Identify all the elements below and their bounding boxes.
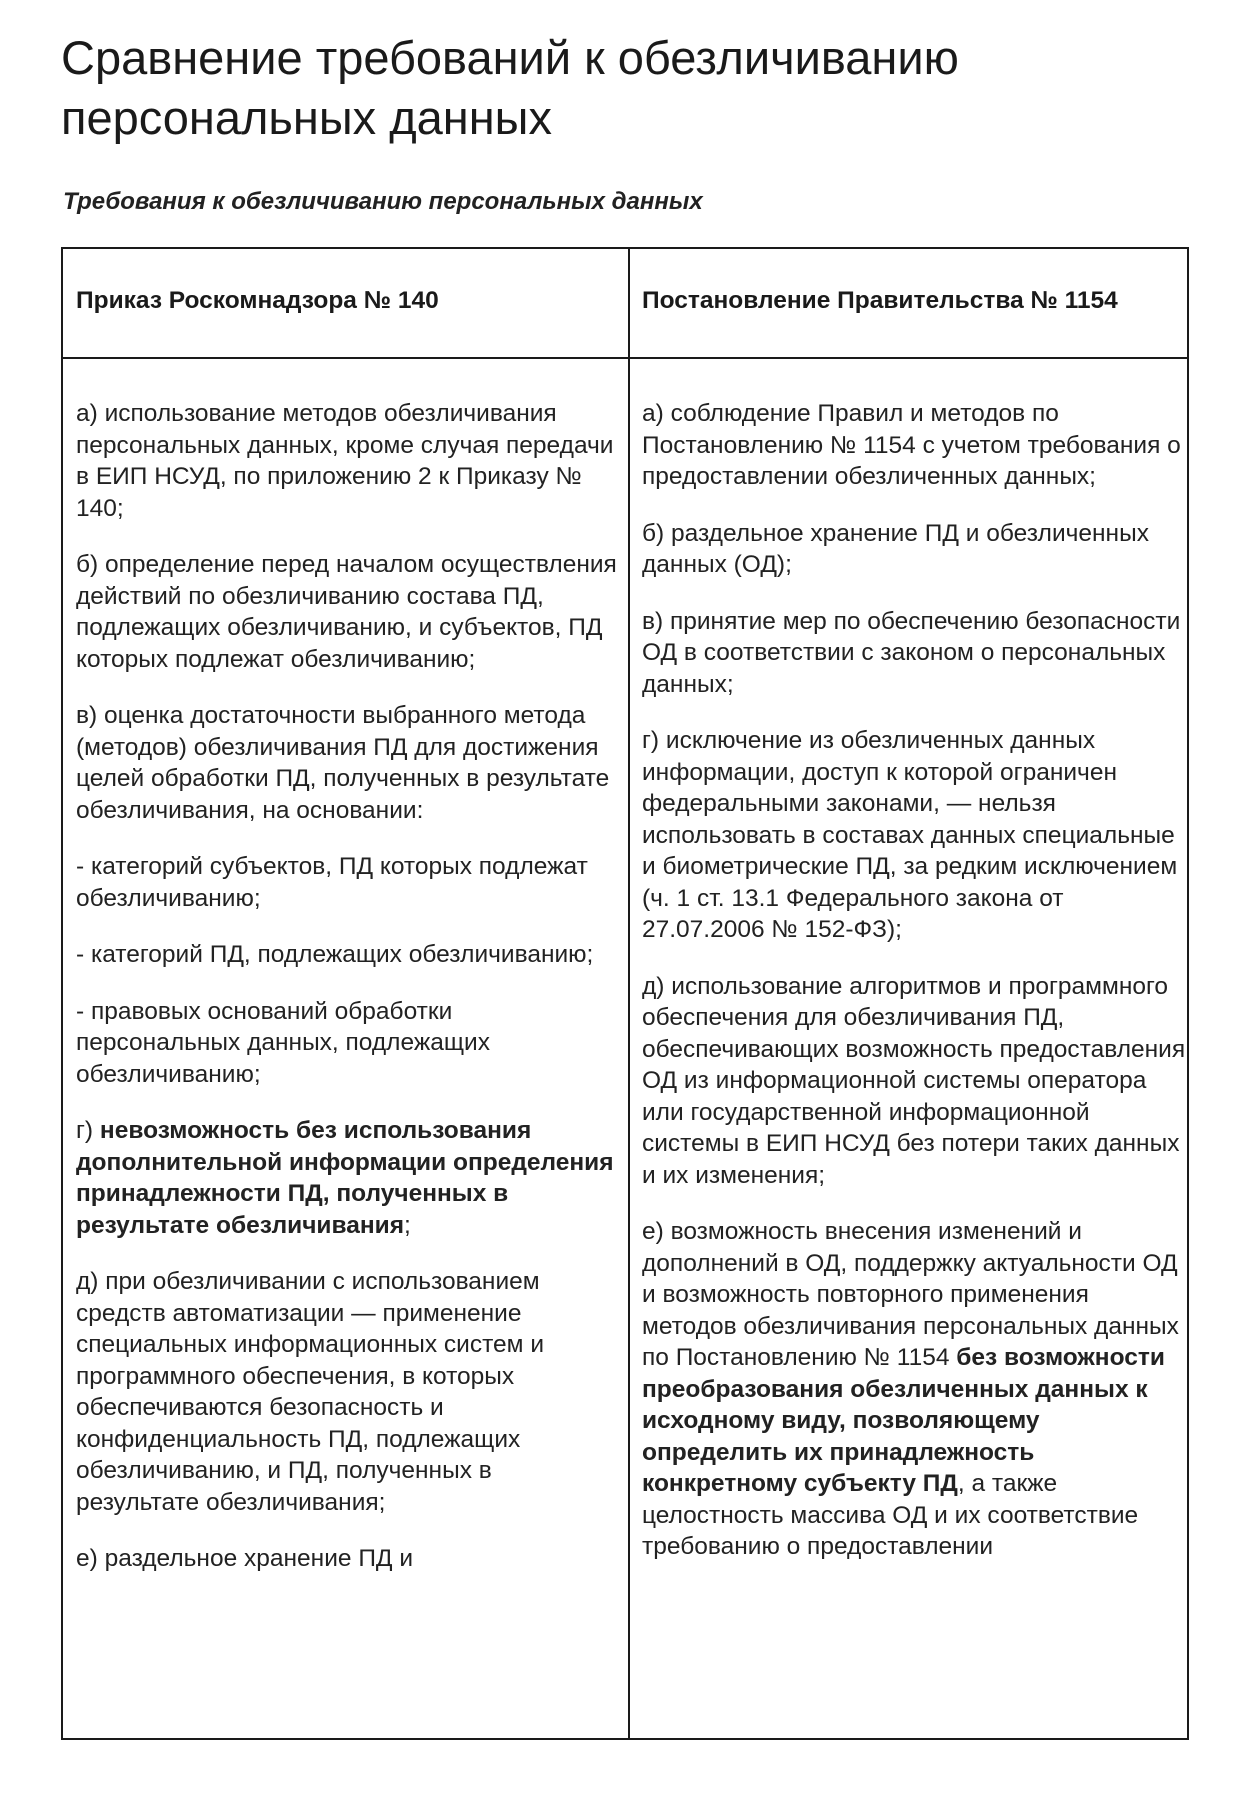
requirement-emphasis: без возможности преобразования обезличенных данных к исходному виду, позволяющему определить их принадлежность конкретному субъекту ПД — [642, 1344, 1165, 1497]
requirement-item — [76, 996, 621, 1091]
requirement-emphasis: невозможность без использования дополнительной информации определения принадлежности ПД, полученных в результате обезличивания — [76, 1117, 614, 1239]
requirement-item — [642, 725, 1187, 946]
requirement-item — [642, 398, 1187, 493]
requirement-item — [76, 1266, 621, 1518]
header-government-1154: Постановление Правительства № 1154 — [642, 287, 1118, 314]
requirement-text: а) соблюдение Правил и методов по Постановлению № 1154 с учетом требования о предоставлении обезличенных данных; — [642, 400, 1181, 490]
requirement-prefix: г) — [76, 1117, 100, 1144]
requirement-item — [76, 939, 621, 971]
requirement-item — [76, 851, 621, 914]
requirement-item — [642, 518, 1187, 581]
header-roskomnadzor-140: Приказ Роскомнадзора № 140 — [76, 287, 439, 314]
requirement-text: г) исключение из обезличенных данных информации, доступ к которой ограничен федеральными законами, — нельзя использовать в составах данных специальные и биометрические ПД, за редким исключением (ч. 1 ст. 13.1 Федерального закона от 27.07.2006 № 152-ФЗ); — [642, 727, 1178, 943]
requirement-suffix: ; — [404, 1211, 411, 1239]
column-government-1154 — [642, 398, 1187, 1588]
requirement-item — [76, 549, 621, 675]
comparison-table — [61, 247, 1189, 1740]
requirement-text: е) раздельное хранение ПД и — [76, 1545, 414, 1572]
header-divider — [63, 357, 1187, 359]
requirement-item — [76, 1543, 621, 1575]
requirement-item — [76, 1115, 621, 1241]
requirement-text: д) использование алгоритмов и программного обеспечения для обезличивания ПД, обеспечивающих возможность предоставления ОД из информационной системы оператора или государственной информационной системы в ЕИП НСУД без потери таких данных и их изменения; — [642, 972, 1186, 1189]
requirement-item — [642, 1216, 1187, 1563]
requirement-item — [76, 700, 621, 826]
requirement-prefix: е) возможность внесения изменений и дополнений в ОД, поддержку актуальности ОД и возможность повторного применения методов обезличивания персональных данных по Постановлению № 1154 — [642, 1218, 1179, 1371]
requirement-text: в) оценка достаточности выбранного метода (методов) обезличивания ПД для достижения целей обработки ПД, полученных в результате обезличивания, на основании: — [76, 702, 610, 824]
requirement-item — [642, 606, 1187, 701]
requirement-text: б) раздельное хранение ПД и обезличенных данных (ОД); — [642, 519, 1149, 578]
requirement-text: д) при обезличивании с использованием средств автоматизации — применение специальных информационных систем и программного обеспечения, в которых обеспечиваются безопасность и конфиденциальность ПД, подлежащих обезличиванию, и ПД, полученных в результате обезличивания; — [76, 1268, 545, 1516]
requirement-text: - категорий ПД, подлежащих обезличиванию; — [76, 941, 594, 968]
requirement-text: в) принятие мер по обеспечению безопасности ОД в соответствии с законом о персональных данных; — [642, 607, 1181, 698]
table-caption: Требования к обезличиванию персональных данных — [63, 188, 703, 215]
requirement-suffix: , а также целостность массива ОД и их соответствие требованию о предоставлении — [642, 1470, 1139, 1560]
column-roskomnadzor-140 — [76, 398, 621, 1600]
requirement-item — [76, 398, 621, 524]
requirement-text: б) определение перед началом осуществления действий по обезличиванию состава ПД, подлежащих обезличиванию, и субъектов, ПД которых подлежат обезличиванию; — [76, 551, 617, 673]
requirement-item — [642, 971, 1187, 1192]
requirement-text: - правовых оснований обработки персональных данных, подлежащих обезличиванию; — [76, 997, 490, 1088]
requirement-text: а) использование методов обезличивания персональных данных, кроме случая передачи в ЕИП НСУД, по приложению 2 к Приказу № 140; — [76, 400, 614, 522]
column-divider — [628, 249, 630, 1738]
page-title: Сравнение требований к обезличиванию персональных данных — [61, 31, 959, 144]
requirement-text: - категорий субъектов, ПД которых подлежат обезличиванию; — [76, 853, 588, 912]
